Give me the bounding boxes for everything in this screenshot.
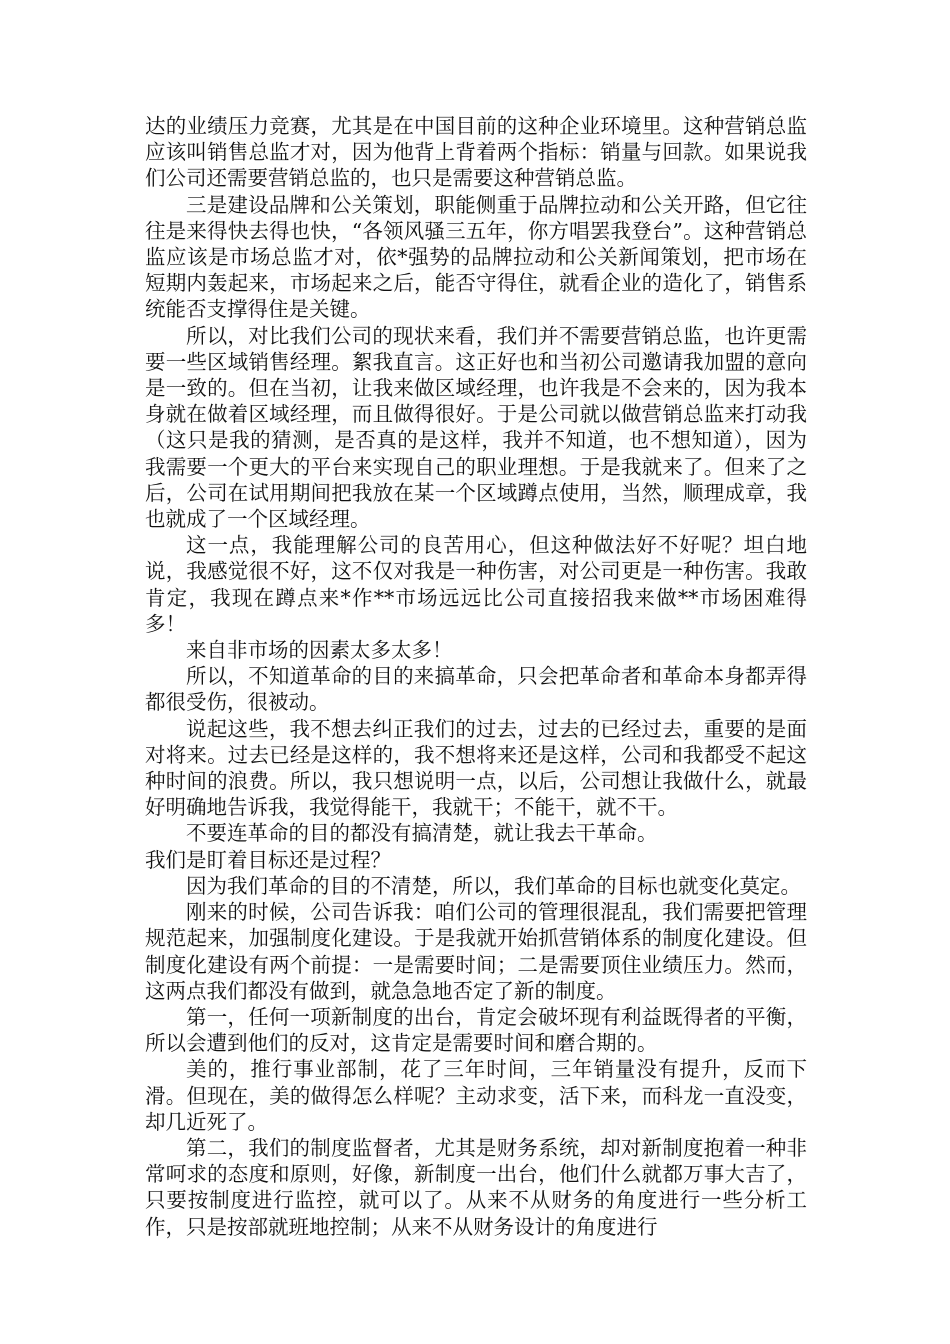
paragraph-11: 刚来的时候，公司告诉我：咱们公司的管理很混乱，我们需要把管理规范起来，加强制度化建设。于是我就开始抓营销体系的制度化建设。但制度化建设有两个前提：一是需要时间；二是需要顶住业绩压力。然而，这两点我们都没有做到，就急急地否定了新的制度。	[145, 900, 807, 1003]
paragraph-10: 因为我们革命的目的不清楚，所以，我们革命的目标也就变化莫定。	[186, 873, 801, 898]
paragraph-6: 所以，不知道革命的目的来搞革命，只会把革命者和革命本身都弄得都很受伤，很被动。	[145, 664, 807, 715]
paragraph-1: 达的业绩压力竞赛，尤其是在中国目前的这种企业环境里。这种营销总监应该叫销售总监才对，因为他背上背着两个指标：销量与回款。如果说我们公司还需要营销总监的，也只是需要这种营销总监。	[145, 114, 807, 191]
paragraph-4: 这一点，我能理解公司的良苦用心，但这种做法好不好呢？坦白地说，我感觉很不好，这不仅对我是一种伤害，对公司更是一种伤害。我敢肯定，我现在蹲点来*作**市场远远比公司直接招我来做**市场困难得多！	[145, 533, 807, 636]
paragraph-12: 第一，任何一项新制度的出台，肯定会破坏现有利益既得者的平衡，所以会遭到他们的反对，这肯定是需要时间和磨合期的。	[145, 1004, 807, 1056]
paragraph-2: 三是建设品牌和公关策划，职能侧重于品牌拉动和公关开路，但它往往是来得快去得也快，“各领风骚三五年，你方唱罢我登台”。这种营销总监应该是市场总监才对，依*强势的品牌拉动和公关新闻策划，把市场在短期内轰起来，市场起来之后，能否守得住，就看企业的造化了，销售系统能否支撑得住是关键。	[145, 192, 807, 322]
paragraph-7: 说起这些，我不想去纠正我们的过去，过去的已经过去，重要的是面对将来。过去已经是这样的，我不想将来还是这样，公司和我都受不起这种时间的浪费。所以，我只想说明一点，以后，公司想让我做什么，就最好明确地告诉我，我觉得能干，我就干；不能干，就不干。	[145, 716, 807, 820]
document-page	[145, 113, 807, 1240]
paragraph-3: 所以，对比我们公司的现状来看，我们并不需要营销总监，也许更需要一些区域销售经理。絮我直言。这正好也和当初公司邀请我加盟的意向是一致的。但在当初，让我来做区域经理，也许我是不会来的，因为我本身就在做着区域经理，而且做得很好。于是公司就以做营销总监来打动我（这只是我的猜测，是否真的是这样，我并不知道，也不想知道），因为我需要一个更大的平台来实现自己的职业理想。于是我就来了。但来了之后，公司在试用期间把我放在某一个区域蹲点使用，当然，顺理成章，我也就成了一个区域经理。	[145, 323, 807, 532]
paragraph-8: 不要连革命的目的都没有搞清楚，就让我去干革命。	[186, 821, 658, 846]
paragraph-13: 美的，推行事业部制，花了三年时间，三年销量没有提升，反而下滑。但现在，美的做得怎么样呢？主动求变，活下来，而科龙一直没变，却几近死了。	[145, 1057, 807, 1134]
paragraph-5: 来自非市场的因素太多太多！	[186, 638, 453, 663]
section-heading: 我们是盯着目标还是过程？	[145, 847, 391, 872]
paragraph-14: 第二，我们的制度监督者，尤其是财务系统，却对新制度抱着一种非常呵求的态度和原则，好像，新制度一出台，他们什么就都万事大吉了，只要按制度进行监控，就可以了。从来不从财务的角度进行一些分析工作，只是按部就班地控制；从来不从财务设计的角度进行	[145, 1135, 807, 1239]
